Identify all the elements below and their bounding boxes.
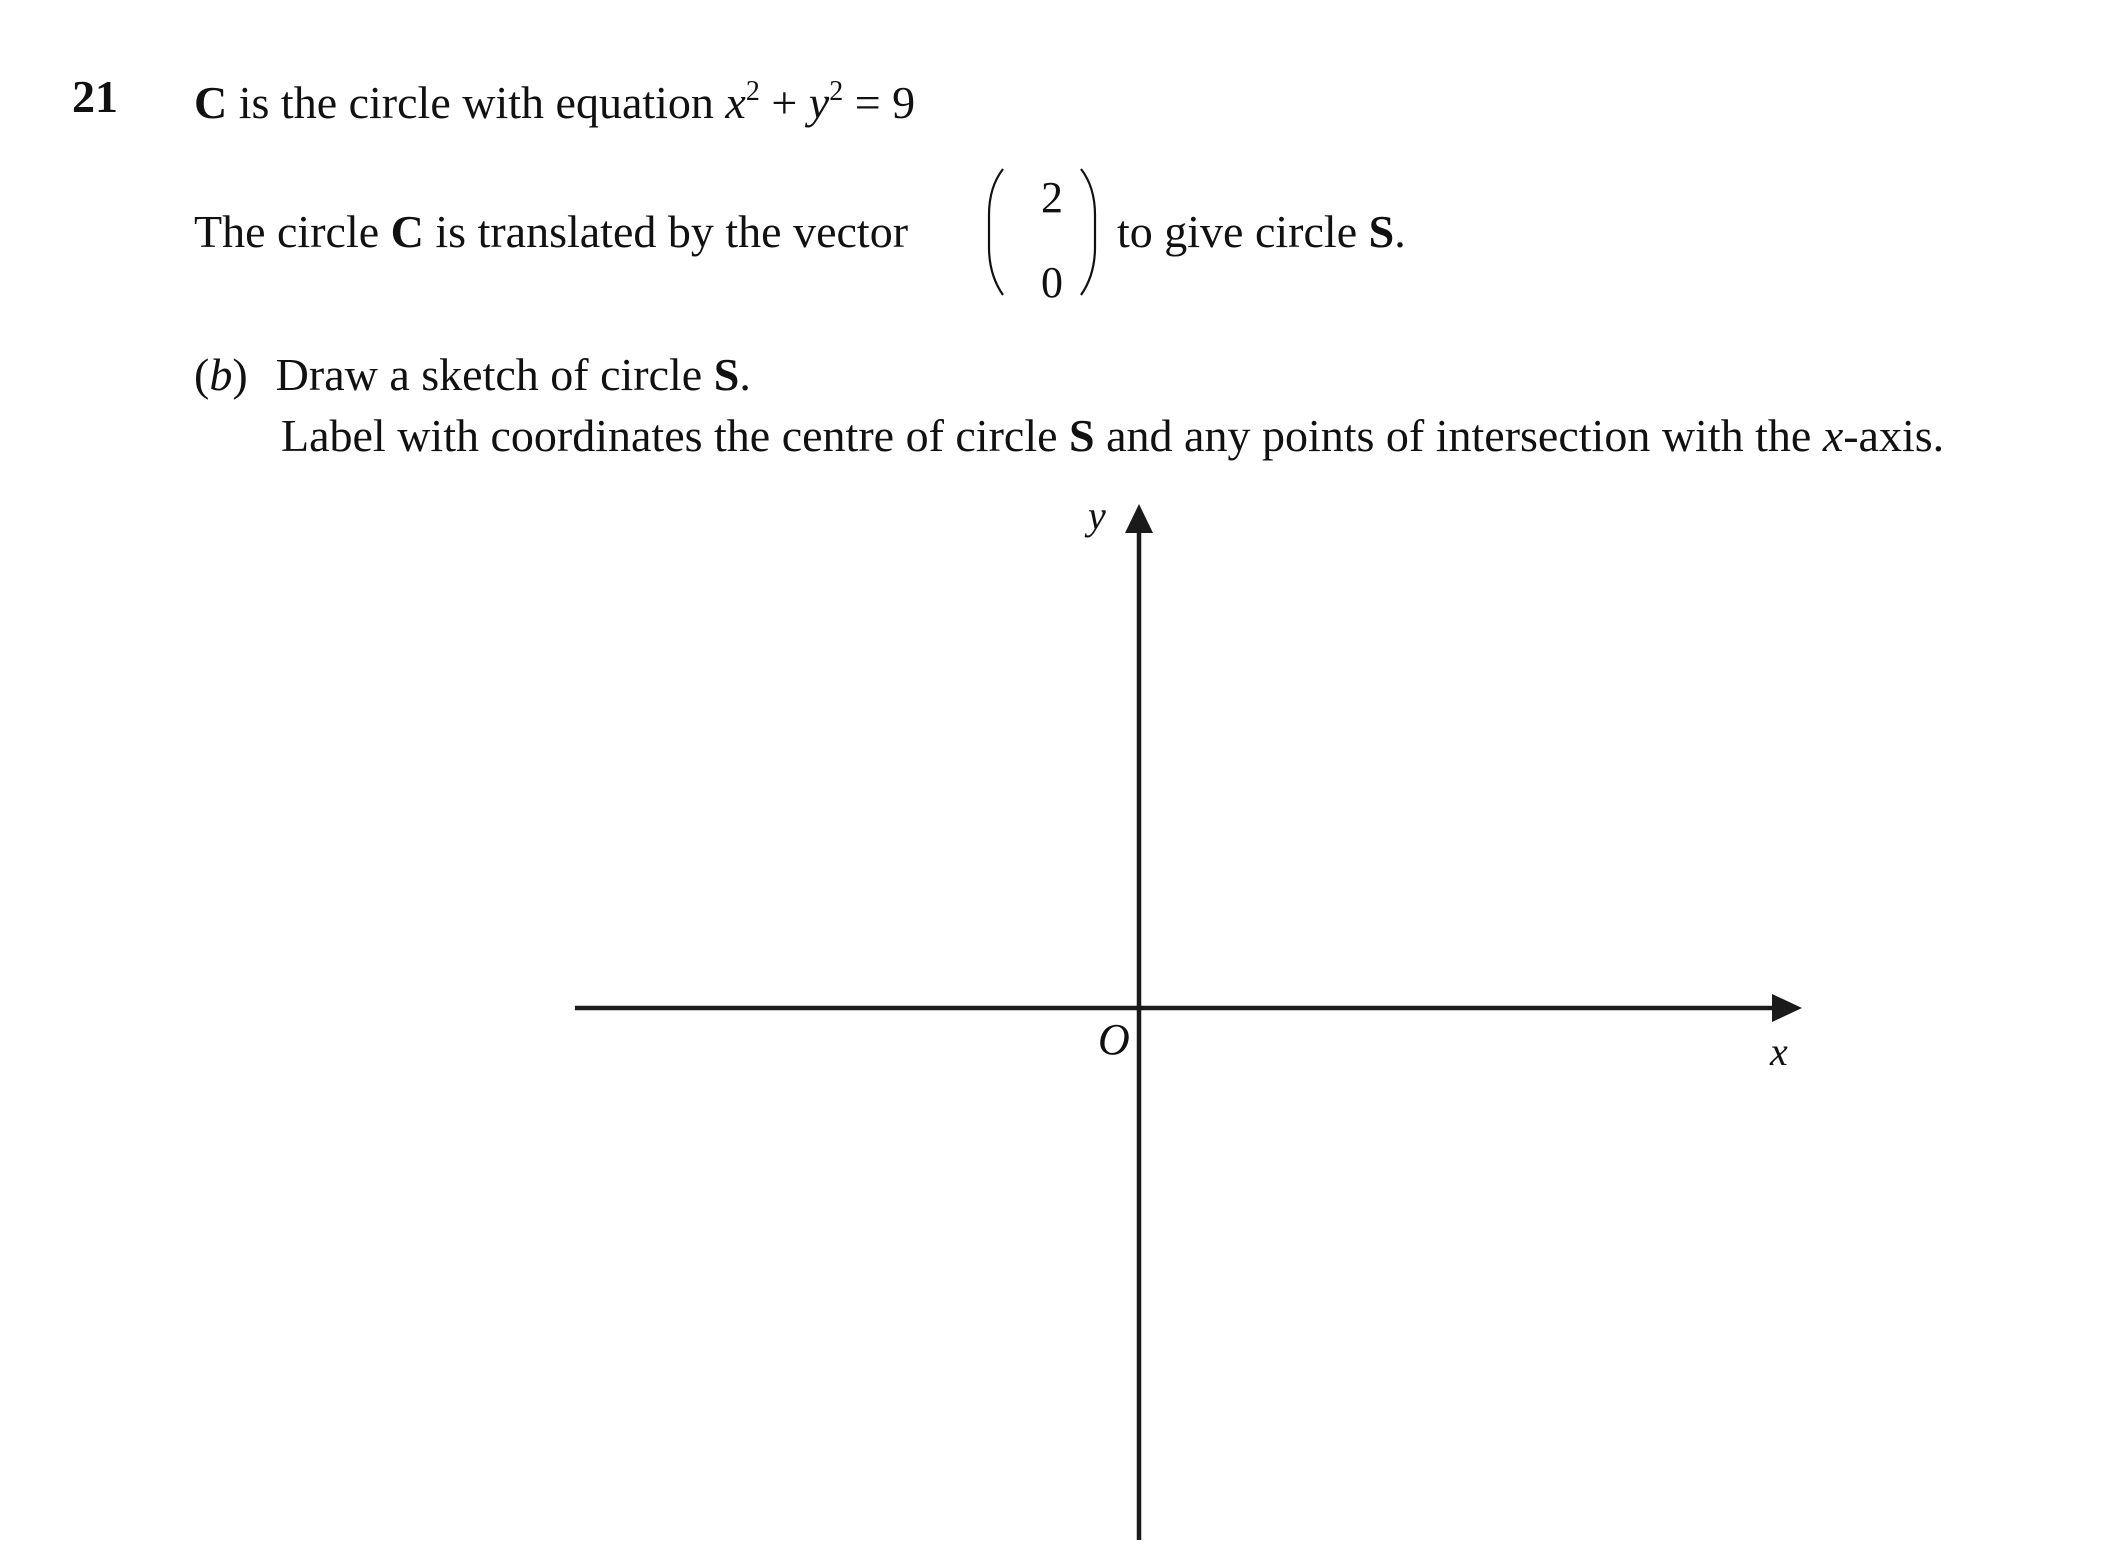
part-b-text: Draw a sketch of circle [275, 349, 714, 400]
part-b-text-2-pre: Label with coordinates the centre of circle [281, 410, 1070, 461]
x-axis-label: x [1770, 1029, 1788, 1074]
question-number: 21 [72, 71, 118, 122]
vector-top-component: 2 [1041, 173, 1063, 222]
translation-period: . [1394, 206, 1406, 257]
vector-bottom-component: 0 [1041, 258, 1063, 307]
part-b-x: x [1822, 410, 1844, 461]
circle-s-label: S [1069, 410, 1095, 461]
equation-plus: + [759, 77, 809, 128]
stem-text: is the circle with equation [227, 77, 726, 128]
part-b-open-paren: ( [194, 349, 210, 400]
circle-s-label: S [1368, 206, 1395, 257]
circle-c-label: C [194, 77, 228, 128]
circle-c-label: C [390, 206, 424, 257]
part-b-text-2-end: -axis. [1843, 410, 1945, 461]
translation-text-pre: The circle [194, 206, 391, 257]
part-b-period: . [739, 349, 751, 400]
equation-y: y [808, 77, 830, 128]
y-axis-arrow-icon [1125, 504, 1153, 533]
equation-rhs: = 9 [843, 77, 916, 128]
translation-text-mid: is translated by the vector [423, 206, 909, 257]
part-b-text-2-mid: and any points of intersection with the [1094, 410, 1823, 461]
circle-s-label: S [713, 349, 740, 400]
x-axis-arrow-icon [1772, 994, 1802, 1022]
y-axis-label: y [1088, 493, 1106, 538]
part-b-letter: b [209, 349, 233, 400]
part-b-close-paren: ) [232, 349, 248, 400]
equation-x: x [725, 77, 746, 128]
origin-label: O [1098, 1015, 1130, 1064]
translation-text-post: to give circle [1117, 206, 1369, 257]
equation-y-exponent: 2 [829, 76, 844, 107]
equation-x-exponent: 2 [745, 76, 760, 107]
